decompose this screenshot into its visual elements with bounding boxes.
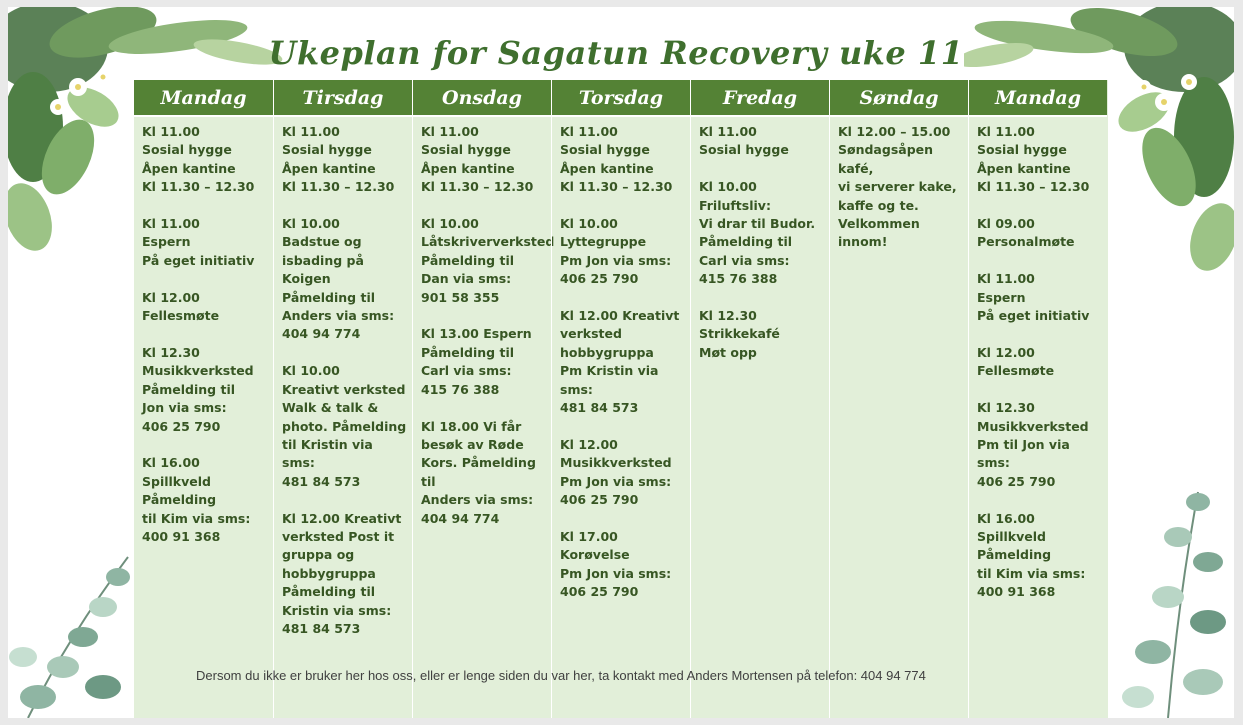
day-schedule: Kl 11.00 Sosial hygge Åpen kantine Kl 11.30 – 12.30 Kl 10.00 Låtskriververksted Påmelding til Dan via sms: 901 58 355 Kl 13.00 Espern Påmelding til Carl via sms: 415 76 388 Kl 18.00 Vi får besøk av Røde Kors. Påmelding til Anders via sms: 404 94 774 bbox=[421, 124, 555, 526]
day-schedule: Kl 11.00 Sosial hygge Åpen kantine Kl 11.30 – 12.30 Kl 10.00 Badstue og isbading på Koigen Påmelding til Anders via sms: 404 94 774 Kl 10.00 Kreativt verksted Walk & talk & photo. Påmelding til Kristin via sms: 481 84 573 Kl 12.00 Kreativt verksted Post it gruppa og hobbygruppa Påmelding til Kristin via sms: 481 84 573 bbox=[282, 124, 407, 636]
day-header: Mandag bbox=[969, 80, 1107, 117]
day-header: Søndag bbox=[830, 80, 968, 117]
eucalyptus-bottom-right-decoration bbox=[1108, 482, 1234, 718]
schedule-table bbox=[134, 80, 1108, 718]
page-title: Ukeplan for Sagatun Recovery uke 11 bbox=[268, 34, 964, 72]
day-header: Tirsdag bbox=[274, 80, 412, 117]
day-header: Fredag bbox=[691, 80, 829, 117]
day-column bbox=[134, 80, 273, 718]
day-column bbox=[690, 80, 829, 718]
eucalyptus-bottom-left-decoration bbox=[8, 547, 138, 718]
day-schedule: Kl 11.00 Sosial hygge Åpen kantine Kl 11.30 – 12.30 Kl 09.00 Personalmøte Kl 11.00 Espern På eget initiativ Kl 12.00 Fellesmøte Kl 12.30 Musikkverksted Pm til Jon via sms: 406 25 790 Kl 16.00 Spillkveld Påmelding til Kim via sms: 400 91 368 bbox=[977, 124, 1090, 600]
day-column bbox=[273, 80, 412, 718]
slide bbox=[8, 7, 1234, 718]
day-schedule: Kl 11.00 Sosial hygge Åpen kantine Kl 11.30 – 12.30 Kl 11.00 Espern På eget initiativ Kl 12.00 Fellesmøte Kl 12.30 Musikkverksted Påmelding til Jon via sms: 406 25 790 Kl 16.00 Spillkveld Påmelding til Kim via sms: 400 91 368 bbox=[142, 124, 255, 544]
day-column bbox=[412, 80, 555, 718]
day-column bbox=[829, 80, 968, 718]
day-schedule: Kl 12.00 – 15.00 Søndagsåpen kafé, vi serverer kake, kaffe og te. Velkommen innom! bbox=[838, 124, 957, 250]
contact-footer: Dersom du ikke er bruker her hos oss, eller er lenge siden du var her, ta kontakt med Anders Mortensen på telefon: 404 94 774 bbox=[196, 668, 926, 683]
day-header: Onsdag bbox=[413, 80, 551, 117]
day-header: Torsdag bbox=[552, 80, 690, 117]
day-header: Mandag bbox=[134, 80, 273, 117]
day-column bbox=[551, 80, 690, 718]
day-schedule: Kl 11.00 Sosial hygge Åpen kantine Kl 11.30 – 12.30 Kl 10.00 Lyttegruppe Pm Jon via sms: 406 25 790 Kl 12.00 Kreativt verksted hobbygruppa Pm Kristin via sms: 481 84 573 Kl 12.00 Musikkverksted Pm Jon via sms: 406 25 790 Kl 17.00 Korøvelse Pm Jon via sms: 406 25 790 bbox=[560, 124, 680, 600]
day-column bbox=[968, 80, 1107, 718]
day-schedule: Kl 11.00 Sosial hygge Kl 10.00 Friluftsliv: Vi drar til Budor. Påmelding til Carl via sms: 415 76 388 Kl 12.30 Strikkekafé Møt opp bbox=[699, 124, 816, 360]
